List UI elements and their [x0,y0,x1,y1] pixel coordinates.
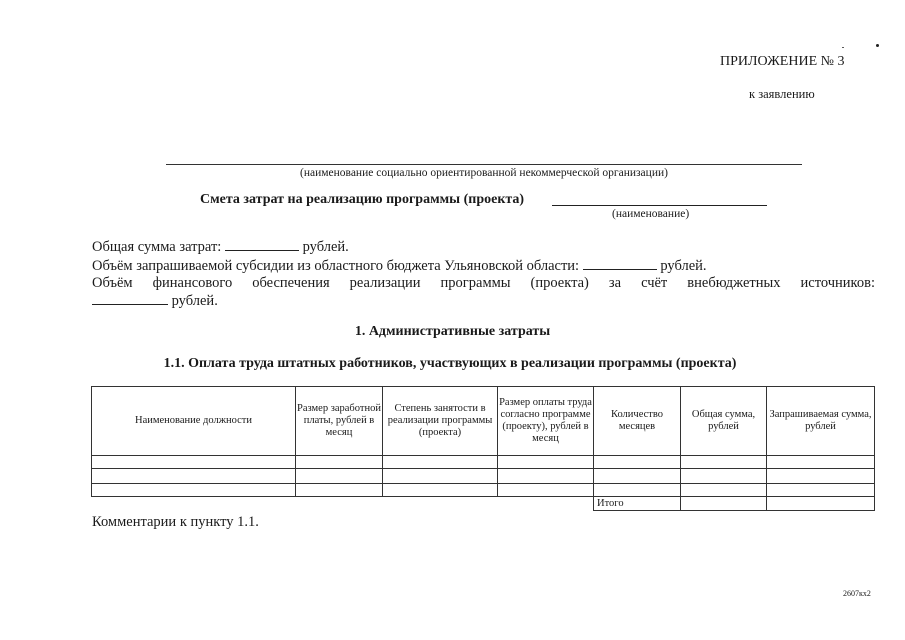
organization-name-line[interactable] [166,164,802,165]
header-position: Наименование должности [92,387,296,456]
document-code: 2607кх2 [843,589,871,598]
to-application-label: к заявлению [749,87,815,101]
extra-budget-word: реализации [349,275,421,291]
header-salary: Размер заработной платы, рублей в месяц [296,387,383,456]
extra-budget-word: счёт [641,275,668,291]
program-name-caption: (наименование) [612,208,690,220]
table-empty-cell [92,497,296,511]
table-cell[interactable] [498,484,594,497]
document-title: Смета затрат на реализацию программы (проекта) [200,192,525,207]
extra-budget-word: Объём [92,275,133,291]
extra-budget-word: финансового [152,275,233,291]
table-cell[interactable] [383,456,498,469]
extra-budget-word: внебюджетных [687,275,781,291]
table-cell[interactable] [681,484,767,497]
table-total-row [92,497,875,511]
table-empty-cell [498,497,594,511]
table-cell[interactable] [383,484,498,497]
total-costs-label: Общая сумма затрат: [92,239,222,255]
table-cell[interactable] [767,484,875,497]
subsidy-label: Объём запрашиваемой субсидии из областного бюджета Ульяновской области: [92,258,580,274]
table-row [92,484,875,497]
table-cell[interactable] [296,484,383,497]
total-costs-blank[interactable] [225,238,299,251]
program-name-line[interactable] [552,205,767,206]
salary-table [91,386,875,511]
table-cell[interactable] [767,469,875,484]
table-cell[interactable] [296,469,383,484]
table-row [92,469,875,484]
section-1-1-heading [0,356,905,372]
table-cell[interactable] [498,456,594,469]
extra-budget-line [92,275,875,292]
extra-budget-word: за [608,275,622,291]
scan-speck [876,44,879,47]
table-cell[interactable] [498,469,594,484]
table-cell[interactable] [681,456,767,469]
appendix-number: ПРИЛОЖЕНИЕ № 3 [720,54,845,69]
total-sum-cell[interactable] [681,497,767,511]
extra-budget-word: программы [440,275,511,291]
extra-budget-amount-line [92,292,218,310]
table-row [92,456,875,469]
header-requested-sum: Запрашиваемая сумма, рублей [767,387,875,456]
total-requested-cell[interactable] [767,497,875,511]
extra-budget-word: обеспечения [252,275,330,291]
table-cell[interactable] [681,469,767,484]
table-cell[interactable] [594,484,681,497]
table-header-row [92,387,875,456]
comment-label: Комментарии к пункту 1.1. [92,514,259,530]
subsidy-unit: рублей. [660,258,707,274]
organization-caption: (наименование социально ориентированной некоммерческой организации) [300,167,668,179]
extra-budget-word: источников: [800,275,875,291]
table-cell[interactable] [296,456,383,469]
scan-speck [842,47,844,48]
header-employment-degree: Степень занятости в реализации программы (проекта) [383,387,498,456]
extra-budget-unit: рублей. [171,293,218,309]
subsidy-line [92,257,707,275]
table-empty-cell [296,497,383,511]
table-cell[interactable] [594,456,681,469]
table-cell[interactable] [92,469,296,484]
header-total-sum: Общая сумма, рублей [681,387,767,456]
extra-budget-word: (проекта) [530,275,589,291]
section-1-1-heading-text: 1.1. Оплата труда штатных работников, участвующих в реализации программы (проекта) [163,356,737,371]
table-cell[interactable] [767,456,875,469]
table-empty-cell [383,497,498,511]
table-cell[interactable] [92,484,296,497]
total-label: Итого [594,497,681,511]
table-cell[interactable] [594,469,681,484]
table-cell[interactable] [92,456,296,469]
subsidy-blank[interactable] [583,257,657,270]
extra-budget-blank[interactable] [92,292,168,305]
total-costs-unit: рублей. [302,239,349,255]
section-1-heading: 1. Административные затраты [354,324,551,339]
header-months: Количество месяцев [594,387,681,456]
total-costs-line [92,238,349,256]
table-cell[interactable] [383,469,498,484]
header-program-pay: Размер оплаты труда согласно программе (проекту), рублей в месяц [498,387,594,456]
